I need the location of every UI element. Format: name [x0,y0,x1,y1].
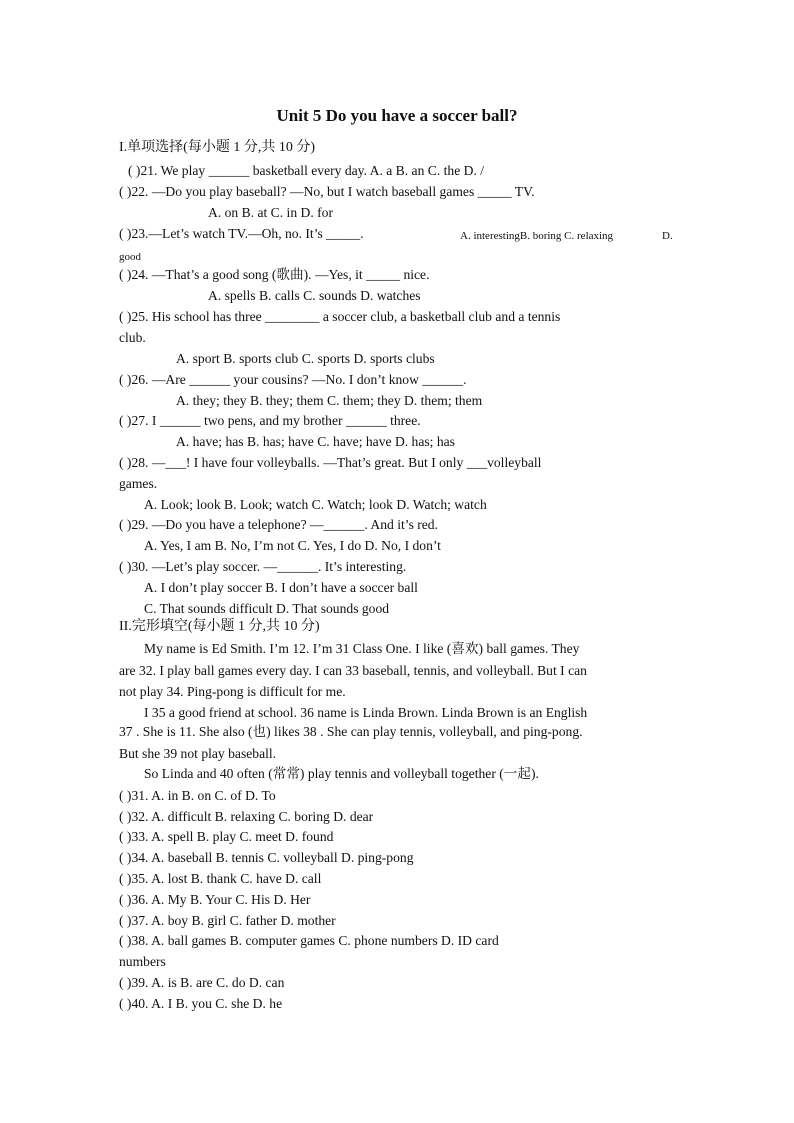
answer-options: C. That sounds difficult D. That sounds good [144,601,390,616]
cloze-option-line: ( )36. A. My B. Your C. His D. Her [119,892,311,907]
section-heading-multiple-choice: I.单项选择(每小题 1 分,共 10 分) [119,140,315,155]
cloze-option-line: ( )38. A. ball games B. computer games C. phone numbers D. ID card [119,933,499,948]
question-line: ( )30. —Let’s play soccer. —______. It’s interesting. [119,559,407,574]
cloze-option-line: ( )40. A. I B. you C. she D. he [119,996,283,1011]
question-line: ( )21. We play ______ basketball every day. A. a B. an C. the D. / [128,163,485,178]
passage-line: 37 . She is 11. She also (也) likes 38 . She can play tennis, volleyball, and ping-pong. [119,724,583,739]
question-line: ( )24. —That’s a good song (歌曲). —Yes, it _____ nice. [119,267,430,282]
passage-line: are 32. I play ball games every day. I can 33 baseball, tennis, and volleyball. But I can [119,663,587,678]
cloze-option-line: ( )39. A. is B. are C. do D. can [119,975,285,990]
answer-options: A. Look; look B. Look; watch C. Watch; look D. Watch; watch [144,497,487,512]
page-title: Unit 5 Do you have a soccer ball? [276,106,518,125]
question-line: ( )26. —Are ______ your cousins? —No. I don’t know ______. [119,372,467,387]
answer-options: A. I don’t play soccer B. I don’t have a soccer ball [144,580,418,595]
answer-options: A. spells B. calls C. sounds D. watches [208,288,421,303]
cloze-option-line: ( )37. A. boy B. girl C. father D. mother [119,913,336,928]
passage-line: My name is Ed Smith. I’m 12. I’m 31 Class One. I like (喜欢) ball games. They [144,641,580,656]
question-line: ( )22. —Do you play baseball? —No, but I watch baseball games _____ TV. [119,184,535,199]
answer-options: D. [662,230,673,242]
cloze-option-line: numbers [119,954,166,969]
question-line: club. [119,330,146,345]
answer-options: A. interestingB. boring C. relaxing [460,230,614,242]
passage-line: So Linda and 40 often (常常) play tennis and volleyball together (一起). [144,766,539,781]
question-line: games. [119,476,158,491]
answer-options: A. they; they B. they; them C. them; they D. them; them [176,393,483,408]
answer-options: good [119,251,141,263]
answer-options: A. sport B. sports club C. sports D. sports clubs [176,351,435,366]
cloze-option-line: ( )33. A. spell B. play C. meet D. found [119,829,334,844]
answer-options: A. have; has B. has; have C. have; have D. has; has [176,434,455,449]
passage-line: But she 39 not play baseball. [119,746,277,761]
question-line: ( )29. —Do you have a telephone? —______. And it’s red. [119,517,439,532]
answer-options: A. Yes, I am B. No, I’m not C. Yes, I do D. No, I don’t [144,538,441,553]
question-line: ( )27. I ______ two pens, and my brother ______ three. [119,413,421,428]
cloze-option-line: ( )35. A. lost B. thank C. have D. call [119,871,322,886]
question-line: ( )23.—Let’s watch TV.—Oh, no. It’s _____. [119,226,364,241]
passage-line: I 35 a good friend at school. 36 name is Linda Brown. Linda Brown is an English [144,705,588,720]
question-line: ( )28. —___! I have four volleyballs. —That’s great. But I only ___volleyball [119,455,542,470]
cloze-option-line: ( )31. A. in B. on C. of D. To [119,788,276,803]
cloze-option-line: ( )32. A. difficult B. relaxing C. boring D. dear [119,809,374,824]
cloze-option-line: ( )34. A. baseball B. tennis C. volleyball D. ping-pong [119,850,414,865]
answer-options: A. on B. at C. in D. for [208,205,333,220]
section-heading-cloze: II.完形填空(每小题 1 分,共 10 分) [119,619,320,634]
passage-line: not play 34. Ping-pong is difficult for me. [119,684,346,699]
question-line: ( )25. His school has three ________ a soccer club, a basketball club and a tennis [119,309,561,324]
